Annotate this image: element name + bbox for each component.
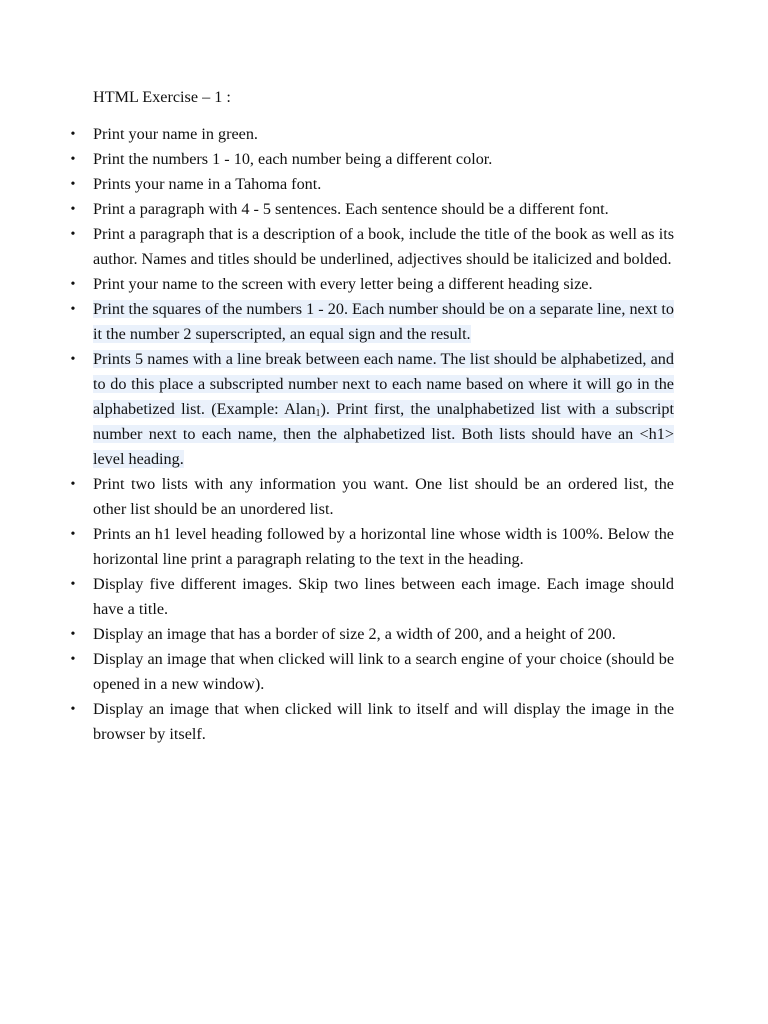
list-item-text: Display five different images. Skip two lines between each image. Each image should have a title.: [93, 575, 674, 618]
bullet-icon: •: [70, 477, 76, 492]
bullet-icon: •: [70, 702, 76, 717]
bullet-icon: •: [70, 127, 76, 142]
list-item: [70, 622, 674, 647]
list-item-text: Display an image that when clicked will link to a search engine of your choice (should be opened in a new window).: [93, 650, 674, 693]
list-item: [70, 122, 674, 147]
list-item: [70, 472, 674, 522]
list-item: [70, 222, 674, 272]
list-item-text: Print your name in green.: [93, 125, 258, 143]
list-item-text: Prints your name in a Tahoma font.: [93, 175, 322, 193]
list-item-text: Print a paragraph that is a description of a book, include the title of the book as well as its author. Names and titles should be underlined, adjectives should be italicized and bolded.: [93, 225, 674, 268]
list-item-text-part: [93, 350, 674, 468]
bullet-icon: •: [70, 352, 76, 367]
list-item-text: Display an image that when clicked will link to itself and will display the image in the browser by itself.: [93, 700, 674, 743]
list-item-text: Prints an h1 level heading followed by a horizontal line whose width is 100%. Below the horizontal line print a paragraph relating to the text in the heading.: [93, 525, 674, 568]
bullet-icon: •: [70, 152, 76, 167]
bullet-icon: •: [70, 652, 76, 667]
list-item: [70, 697, 674, 747]
list-item: [70, 522, 674, 572]
list-item: [70, 272, 674, 297]
list-item-text: Display an image that has a border of size 2, a width of 200, and a height of 200.: [93, 625, 616, 643]
subscript-number: 1: [315, 408, 321, 419]
list-item-text: Prints 5 names with a line break between each name. The list should be alphabetized, and to do this place a subscripted number next to each name based on where it will go in the alphabetized list. (Example: Alan: [93, 350, 674, 418]
list-item: [70, 172, 674, 197]
bullet-icon: •: [70, 227, 76, 242]
list-item-text: ). Print first, the unalphabetized list with a subscript number next to each name, then the alphabetized list. Both lists should have an <h1> level heading.: [93, 400, 674, 468]
list-item: [70, 297, 674, 347]
list-item: [70, 197, 674, 222]
list-item: [70, 572, 674, 622]
list-item: [70, 147, 674, 172]
bullet-icon: •: [70, 302, 76, 317]
list-item: [70, 647, 674, 697]
bullet-icon: •: [70, 577, 76, 592]
bullet-icon: •: [70, 277, 76, 292]
bullet-icon: •: [70, 627, 76, 642]
exercise-list: [70, 122, 674, 747]
document-title: HTML Exercise – 1 :: [93, 88, 231, 106]
list-item-text: Print your name to the screen with every letter being a different heading size.: [93, 275, 593, 293]
list-item-text: Print two lists with any information you want. One list should be an ordered list, the other list should be an unordered list.: [93, 475, 674, 518]
list-item-text: Print a paragraph with 4 - 5 sentences. Each sentence should be a different font.: [93, 200, 609, 218]
list-item-text: Print the squares of the numbers 1 - 20. Each number should be on a separate line, next to it the number 2 superscripted, an equal sign and the result.: [93, 300, 674, 343]
list-item-text: Print the numbers 1 - 10, each number being a different color.: [93, 150, 493, 168]
bullet-icon: •: [70, 527, 76, 542]
bullet-icon: •: [70, 177, 76, 192]
bullet-icon: •: [70, 202, 76, 217]
list-item: [70, 347, 674, 472]
